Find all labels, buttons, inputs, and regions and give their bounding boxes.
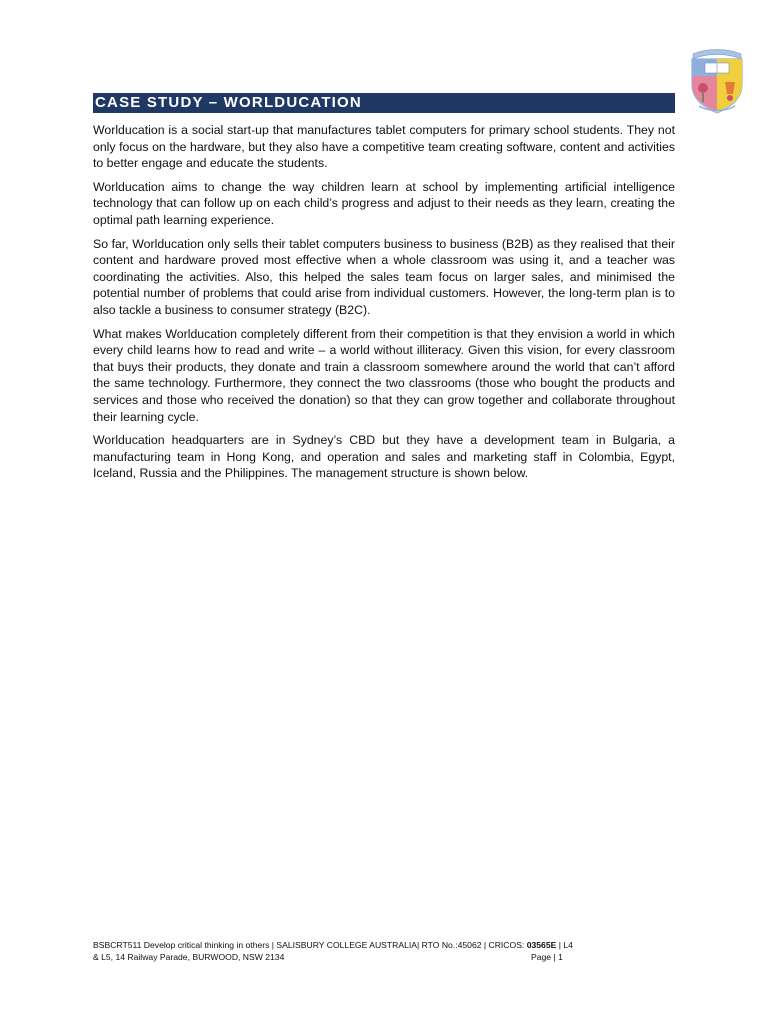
section-heading-bar <box>93 93 675 113</box>
paragraph-donation-model: What makes Worlducation completely different from their competition is that they envision a world in which every child learns how to read and write – a world without illiteracy. Given this vision, for every classroom that buys their products, they donate and train a classroom somewhere around the world that can’t afford the same technology. Furthermore, they connect the two classrooms (those who bought the products and services and those who received the donation) so that they can grow together and collaborate throughout their learning cycle. <box>93 326 675 424</box>
footer-line-1 <box>93 939 675 951</box>
paragraph-ai-vision: Worlducation aims to change the way children learn at school by implementing artificial intelligence technology that can follow up on each child’s progress and adjust to their needs as they learn, creating the optimal path learning experience. <box>93 179 675 227</box>
page-number: Page | 1 <box>531 952 563 962</box>
paragraph-intro: Worlducation is a social start-up that manufactures tablet computers for primary school students. They not only focus on the hardware, but they also have a competitive team creating software, content and activities to better engage and educate the students. <box>93 123 675 171</box>
footer-line-2 <box>93 951 675 963</box>
paragraph-b2b-strategy: So far, Worlducation only sells their tablet computers business to business (B2B) as they realised that their content and hardware proved most effective when a whole classroom was using it, and a teacher was coordinating the activities. Also, this helped the sales team focus on larger sales, and minimised the potential number of problems that could arise from individual customers. However, the long-term plan is to also tackle a business to consumer strategy (B2C). <box>93 236 675 317</box>
case-study-body <box>93 122 675 489</box>
page-footer <box>93 939 675 963</box>
footer-course-info: BSBCRT511 Develop critical thinking in others | SALISBURY COLLEGE AUSTRALIA| RTO No.:45062 | CRICOS: <box>93 940 527 950</box>
college-crest-icon <box>687 46 747 116</box>
paragraph-locations: Worlducation headquarters are in Sydney’s CBD but they have a development team in Bulgaria, a manufacturing team in Hong Kong, and operation and sales and marketing staff in Colombia, Egypt, Iceland, Russia and the Philippines. The management structure is shown below. <box>93 433 675 481</box>
footer-cricos-code: 03565E <box>526 940 557 950</box>
section-heading: CASE STUDY – WORLDUCATION <box>95 94 362 111</box>
footer-address-start: | L4 <box>556 940 573 950</box>
footer-address: & L5, 14 Railway Parade, BURWOOD, NSW 2134 <box>93 952 285 962</box>
